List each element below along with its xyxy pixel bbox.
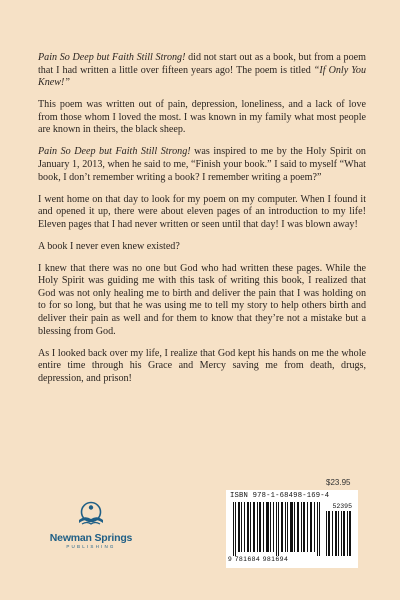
- paragraph-4: I went home on that day to look for my poem on my computer. When I found it and opened it up, there were about eleven pages of an introduction to my life! Eleven pages that I had never written or seen until that day! I was blown away!: [38, 193, 366, 230]
- paragraph-3: Pain So Deep but Faith Still Strong! was inspired to me by the Holy Spirit on January 1, 2013, when he said to me, “Finish your book.” I said to myself “What book, I don’t remember writing a book? I remember writing a poem?”: [38, 146, 366, 183]
- paragraph-5: A book I never even knew existed?: [38, 240, 180, 252]
- barcode-addon-bars: [326, 511, 352, 556]
- publisher-logo: [46, 500, 136, 549]
- open-book-icon: [74, 500, 108, 530]
- barcode-bars: [232, 502, 324, 556]
- paragraph-6: I knew that there was no one but God who had written these pages. While the Holy Spirit was guiding me with this task of writing this book, I realized that God was not only healing me to birth and deliver the pain that I was holding on to for so long, but that he was using me to tell my story to help others birth and deliver their pain as well and for them to know that they’re not a mistake but a blessing from God.: [38, 262, 366, 337]
- back-cover-blurb: [38, 52, 366, 395]
- paragraph-1: Pain So Deep but Faith Still Strong! did not start out as a book, but from a poem that I had written a little over fifteen years ago! The poem is titled “If Only You Knew!”: [38, 52, 366, 89]
- poem-title-italic: “If Only You Knew!”: [38, 64, 366, 89]
- barcode-price-code: 52395: [332, 503, 352, 510]
- isbn-barcode: [226, 490, 358, 568]
- publisher-name: Newman Springs: [49, 532, 133, 544]
- price-label: $23.95: [326, 478, 351, 487]
- isbn-label: ISBN 978-1-68498-169-4: [230, 492, 330, 500]
- book-title-italic: Pain So Deep but Faith Still Strong!: [38, 52, 186, 63]
- paragraph-2: This poem was written out of pain, depression, loneliness, and a lack of love from those whom I loved the most. I was known in my family what most people are known in theirs, the black sheep.: [38, 99, 366, 136]
- publisher-subtitle: PUBLISHING: [66, 544, 116, 549]
- barcode-digits: 9 781684 981694: [228, 556, 289, 563]
- paragraph-7: As I looked back over my life, I realize that God kept his hands on me the whole entire time through his Grace and Mercy saving me from death, drugs, depression, and prison!: [38, 347, 366, 384]
- book-title-italic: Pain So Deep but Faith Still Strong!: [38, 146, 191, 158]
